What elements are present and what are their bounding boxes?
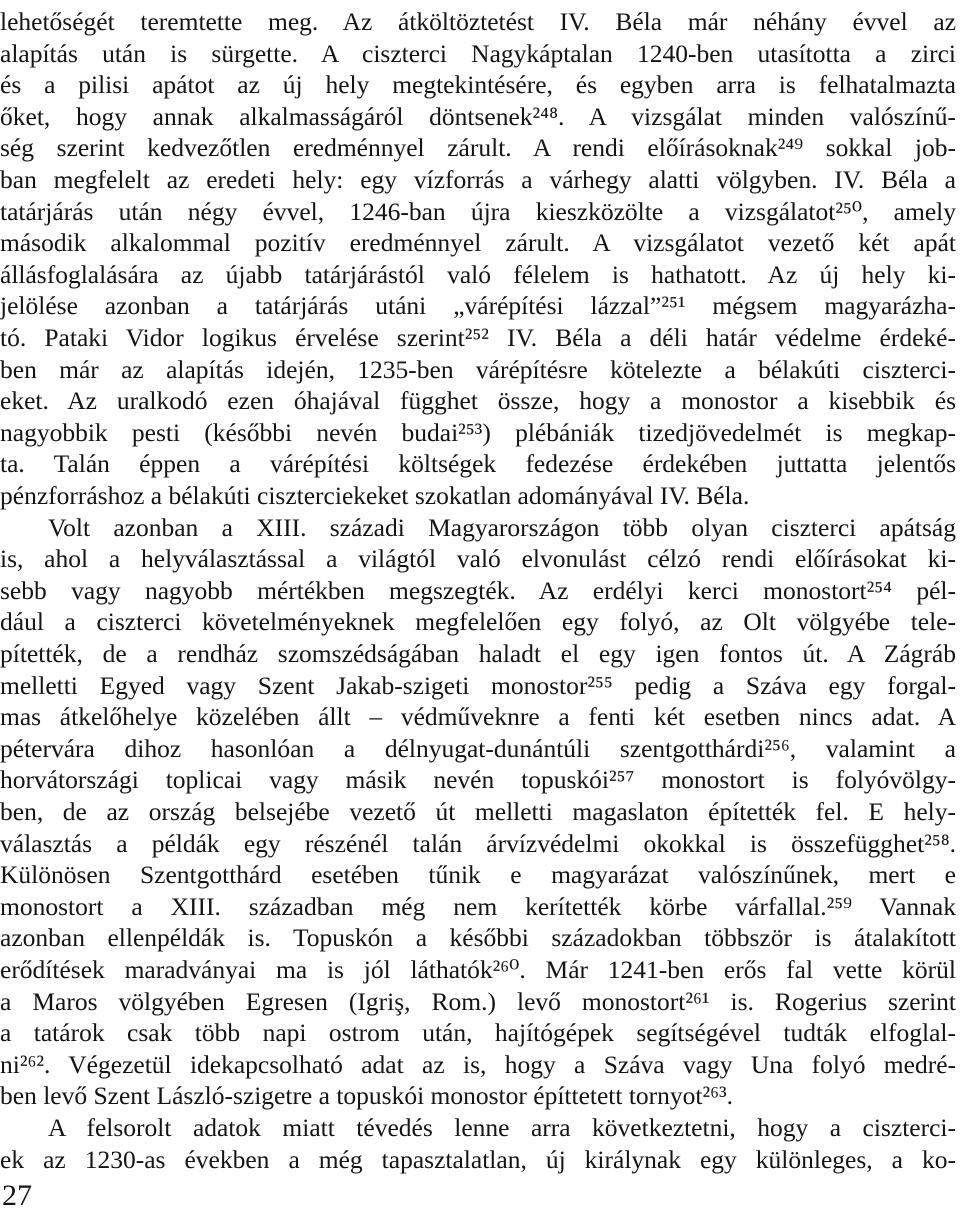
text-line: a Maros völgyében Egresen (Igriş, Rom.) levő monostort²⁶¹ is. Rogerius szerint: [0, 986, 956, 1016]
text-line: alapítás után is sürgette. A ciszterci Nagykáptalan 1240-ben utasította a zirci: [0, 38, 956, 68]
text-line: ni²⁶². Végezetül idekapcsolható adat az is, hogy a Száva vagy Una folyó medré-: [0, 1049, 956, 1079]
text-line: ek az 1230-as években a még tapasztalatlan, új királynak egy különleges, a ko-: [0, 1144, 956, 1174]
text-line: tatárjárás után négy évvel, 1246-ban újra kieszközölte a vizsgálatot²⁵⁰, amely: [0, 196, 956, 226]
text-line: pítették, de a rendház szomszédságában haladt el egy igen fontos út. A Zágráb: [0, 639, 956, 668]
text-line: horvátországi toplicai vagy másik nevén topuskói²⁵⁷ monostort is folyóvölgy-: [0, 765, 956, 795]
text-line: dául a ciszterci követelményeknek megfelelően egy folyó, az Olt völgyébe tele-: [0, 607, 956, 637]
text-line: ben levő Szent László-szigetre a topuskói monostor építtetett tornyot²⁶³.: [0, 1081, 734, 1111]
text-line: azonban ellenpéldák is. Topuskón a későbbi századokban többször is átalakított: [0, 923, 956, 953]
text-line: ség szerint kedvezőtlen eredménnyel zárult. A rendi előírásoknak²⁴⁹ sokkal job-: [0, 133, 956, 163]
page-number: 27: [2, 1179, 32, 1212]
text-line: őket, hogy annak alkalmasságáról döntsenek²⁴⁸. A vizsgálat minden valószínű-: [0, 101, 956, 131]
text-line: tó. Pataki Vidor logikus érvelése szerint²⁵² IV. Béla a déli határ védelme érdeké-: [0, 323, 956, 352]
text-line: monostort a XIII. században még nem kerítették körbe várfallal.²⁵⁹ Vannak: [0, 891, 956, 921]
text-line: ta. Talán éppen a várépítési költségek fedezése érdekében juttatta jelentős: [0, 449, 956, 479]
text-line: is, ahol a helyválasztással a világtól való elvonulást célzó rendi előírásokat ki-: [0, 544, 956, 574]
text-line: pétervára dihoz hasonlóan a délnyugat-dunántúli szentgotthárdi²⁵⁶, valamint a: [0, 733, 956, 763]
text-line: mas átkelőhelye közelében állt – védműveknre a fenti két esetben nincs adat. A: [0, 702, 956, 732]
text-line: választás a példák egy részénél talán árvízvédelmi okokkal is összefügghet²⁵⁸.: [0, 828, 956, 858]
text-line: a tatárok csak több napi ostrom után, hajítógépek segítségével tudták elfoglal-: [0, 1018, 956, 1048]
text-line: erődítések maradványai ma is jól láthatók²⁶⁰. Már 1241-ben erős fal vette körül: [0, 955, 956, 984]
text-line: nagyobbik pesti (későbbi nevén budai²⁵³) plébániák tizedjövedelmét is megkap-: [0, 417, 956, 447]
text-line: ben már az alapítás idején, 1235-ben várépítésre kötelezte a bélakúti ciszterci-: [0, 354, 956, 384]
text-line: pénzforráshoz a bélakúti ciszterciekeket szokatlan adományával IV. Béla.: [0, 481, 750, 510]
text-line: lehetőségét teremtette meg. Az átköltöztetést IV. Béla már néhány évvel az: [0, 7, 956, 36]
text-line: állásfoglalására az újabb tatárjárástól való félelem is hathatott. Az új hely ki-: [0, 259, 956, 289]
text-line: sebb vagy nagyobb mértékben megszegték. Az erdélyi kerci monostort²⁵⁴ pél-: [0, 575, 956, 605]
text-line: Volt azonban a XIII. századi Magyarországon több olyan ciszterci apátság: [48, 512, 956, 542]
text-line: jelölése azonban a tatárjárás utáni „várépítési lázzal”²⁵¹ mégsem magyarázha-: [0, 291, 956, 321]
text-line: eket. Az uralkodó ezen óhajával függhet össze, hogy a monostor a kisebbik és: [0, 386, 956, 416]
text-line: melletti Egyed vagy Szent Jakab-szigeti monostor²⁵⁵ pedig a Száva egy forgal-: [0, 670, 956, 700]
text-line: és a pilisi apátot az új hely megtekintésére, és egyben arra is felhatalmazta: [0, 70, 956, 100]
text-line: második alkalommal pozitív eredménnyel zárult. A vizsgálatot vezető két apát: [0, 228, 956, 258]
text-line: Különösen Szentgotthárd esetében tűnik e magyarázat valószínűnek, mert e: [0, 860, 956, 890]
text-line: ben, de az ország belsejébe vezető út melletti magaslaton építették fel. E hely-: [0, 797, 956, 826]
text-line: A felsorolt adatok miatt tévedés lenne arra következtetni, hogy a ciszterci-: [48, 1113, 956, 1142]
text-line: ban megfelelt az eredeti hely: egy vízforrás a várhegy alatti völgyben. IV. Béla a: [0, 165, 956, 194]
